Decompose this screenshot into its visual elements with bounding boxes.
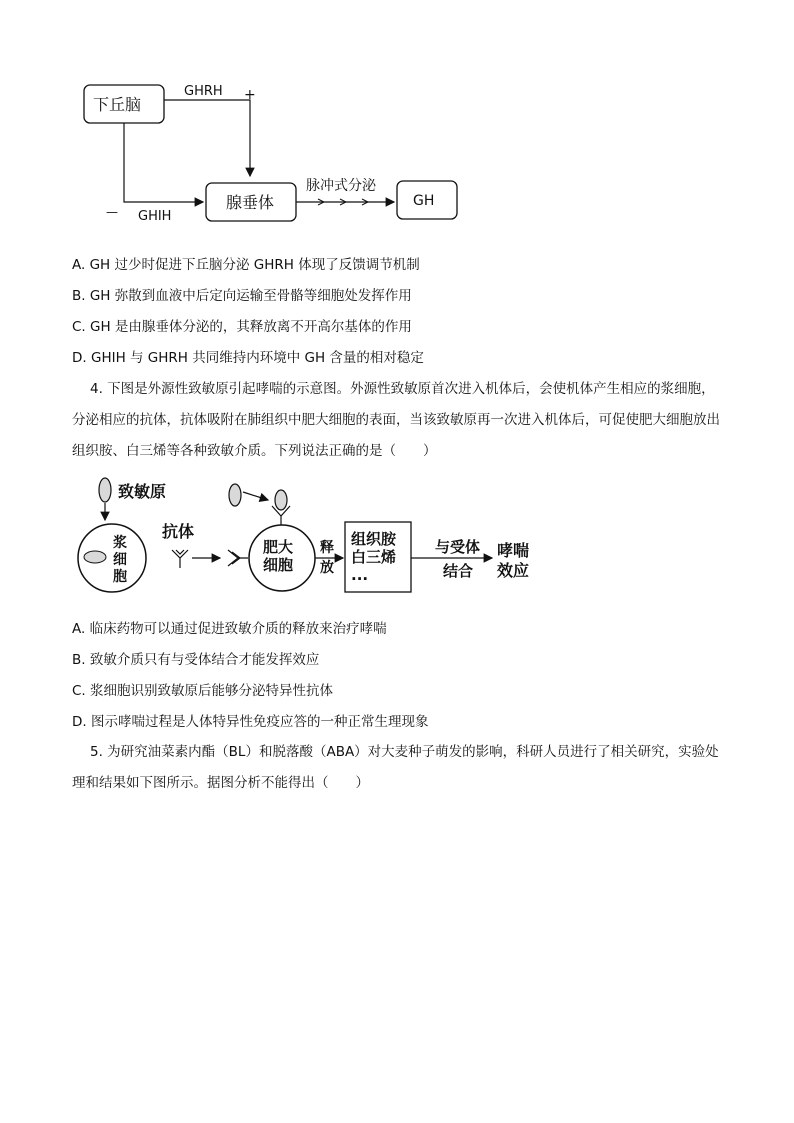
ghih-label: GHIH	[138, 209, 172, 224]
antibody-label: 抗体	[162, 522, 195, 541]
bind-receptor-label-2: 结合	[443, 562, 474, 580]
ghrh-label: GHRH	[184, 84, 223, 99]
effect-label-1: 哮喘	[497, 541, 530, 560]
mast-cell-label-2: 细胞	[263, 556, 294, 574]
antibody-icon	[172, 550, 188, 568]
allergen-label: 致敏原	[118, 482, 167, 501]
q4-option-b: B. 致敏介质只有与受体结合才能发挥效应	[72, 652, 320, 668]
minus-sign: —	[106, 205, 118, 219]
q4-stem: 4. 下图是外源性致敏原引起哮喘的示意图。外源性致敏原首次进入机体后，会使机体产生相应的浆细胞，分泌相应的抗体，抗体吸附在肺组织中肥大细胞的表面，当该致敏原再一次进入机体后，可促使肥大细胞放出组织胺、白三烯等各种致敏介质。下列说法正确的是（ ）	[72, 381, 720, 459]
q4-option-c: C. 浆细胞识别致敏原后能够分泌特异性抗体	[72, 683, 334, 699]
q5-stem: 5. 为研究油菜素内酯（BL）和脱落酸（ABA）对大麦种子萌发的影响，科研人员进行了相关研究，实验处理和结果如下图所示。据图分析不能得出（ ）	[72, 744, 719, 791]
mediator-3: ...	[351, 566, 369, 584]
second-allergen-shape	[229, 484, 241, 506]
q3-option-b: B. GH 弥散到血液中后定向运输至骨骼等细胞处发挥作用	[72, 288, 412, 304]
mediator-2: 白三烯	[351, 548, 397, 566]
mast-cell-label-1: 肥大	[263, 538, 294, 556]
q3-option-c: C. GH 是由腺垂体分泌的，其释放离不开高尔基体的作用	[72, 319, 412, 335]
pituitary-label: 腺垂体	[226, 193, 275, 212]
q4-option-a: A. 临床药物可以通过促进致敏介质的释放来治疗哮喘	[72, 621, 387, 637]
q3-option-d: D. GHIH 与 GHRH 共同维持内环境中 GH 含量的相对稳定	[72, 350, 424, 366]
plasma-cell-nucleus	[84, 551, 106, 563]
plasma-cell-label-1: 浆	[113, 535, 127, 551]
mediator-1: 组织胺	[351, 530, 397, 548]
bound-allergen-shape	[275, 490, 287, 510]
bind-receptor-label-1: 与受体	[435, 538, 481, 556]
pulse-secretion-label: 脉冲式分泌	[306, 178, 376, 194]
asthma-mechanism-diagram	[0, 470, 794, 610]
hypothalamus-label: 下丘脑	[93, 95, 142, 114]
gh-label: GH	[413, 193, 435, 209]
release-label-2: 放	[320, 560, 334, 576]
plasma-cell-label-2: 细	[113, 552, 127, 568]
allergen-shape	[99, 478, 111, 502]
hormone-regulation-diagram	[0, 0, 794, 240]
q3-option-a: A. GH 过少时促进下丘脑分泌 GHRH 体现了反馈调节机制	[72, 257, 420, 273]
plus-sign: +	[244, 87, 256, 103]
bound-antibody-icon	[228, 550, 248, 566]
release-label-1: 释	[320, 540, 334, 556]
plasma-cell-label-3: 胞	[113, 569, 127, 585]
effect-label-2: 效应	[497, 561, 530, 580]
q4-option-d: D. 图示哮喘过程是人体特异性免疫应答的一种正常生理现象	[72, 714, 429, 730]
